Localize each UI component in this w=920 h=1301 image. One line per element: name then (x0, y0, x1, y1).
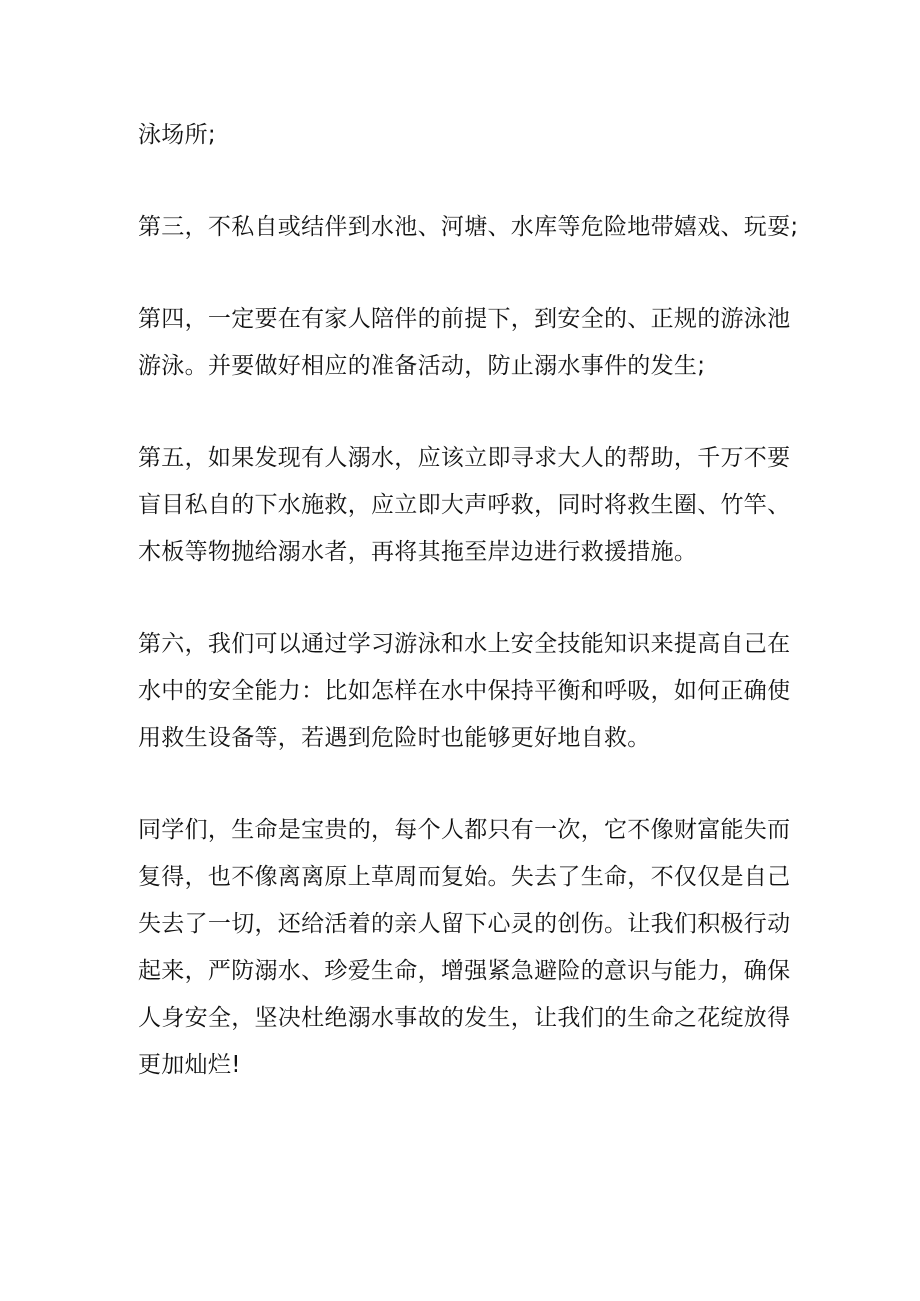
paragraph-fourth (138, 296, 798, 390)
paragraph-conclusion (138, 807, 798, 1089)
paragraph-third (138, 204, 798, 251)
text-line: 人身安全，坚决杜绝溺水事故的发生，让我们的生命之花绽放得 (138, 1005, 791, 1031)
text-line: 木板等物抛给溺水者，再将其拖至岸边进行救援措施。 (138, 539, 698, 565)
text-line: 游泳。并要做好相应的准备活动，防止溺水事件的发生; (138, 353, 706, 379)
text-line: 第五，如果发现有人溺水，应该立即寻求大人的帮助，千万不要 (138, 445, 791, 471)
text-line: 更加灿烂! (138, 1052, 241, 1078)
paragraph-sixth (138, 621, 798, 762)
text-line: 第四，一定要在有家人陪伴的前提下，到安全的、正规的游泳池 (138, 306, 791, 332)
text-line: 第三，不私自或结伴到水池、河塘、水库等危险地带嬉戏、玩耍; (138, 214, 799, 240)
text-line: 复得，也不像离离原上草周而复始。失去了生命，不仅仅是自己 (138, 864, 791, 890)
text-line: 同学们，生命是宝贵的，每个人都只有一次，它不像财富能失而 (138, 817, 791, 843)
paragraph-continuation (138, 112, 798, 159)
document-body (138, 112, 798, 1134)
paragraph-fifth (138, 435, 798, 576)
text-line: 第六，我们可以通过学习游泳和水上安全技能知识来提高自己在 (138, 631, 791, 657)
text-line: 用救生设备等，若遇到危险时也能够更好地自救。 (138, 725, 651, 751)
text-line: 盲目私自的下水施救，应立即大声呼救，同时将救生圈、竹竿、 (138, 492, 791, 518)
text-line: 水中的安全能力：比如怎样在水中保持平衡和呼吸，如何正确使 (138, 678, 791, 704)
text-line: 失去了一切，还给活着的亲人留下心灵的创伤。让我们积极行动 (138, 911, 791, 937)
text-line: 起来，严防溺水、珍爱生命，增强紧急避险的意识与能力，确保 (138, 958, 791, 984)
text-line: 泳场所; (138, 122, 216, 148)
